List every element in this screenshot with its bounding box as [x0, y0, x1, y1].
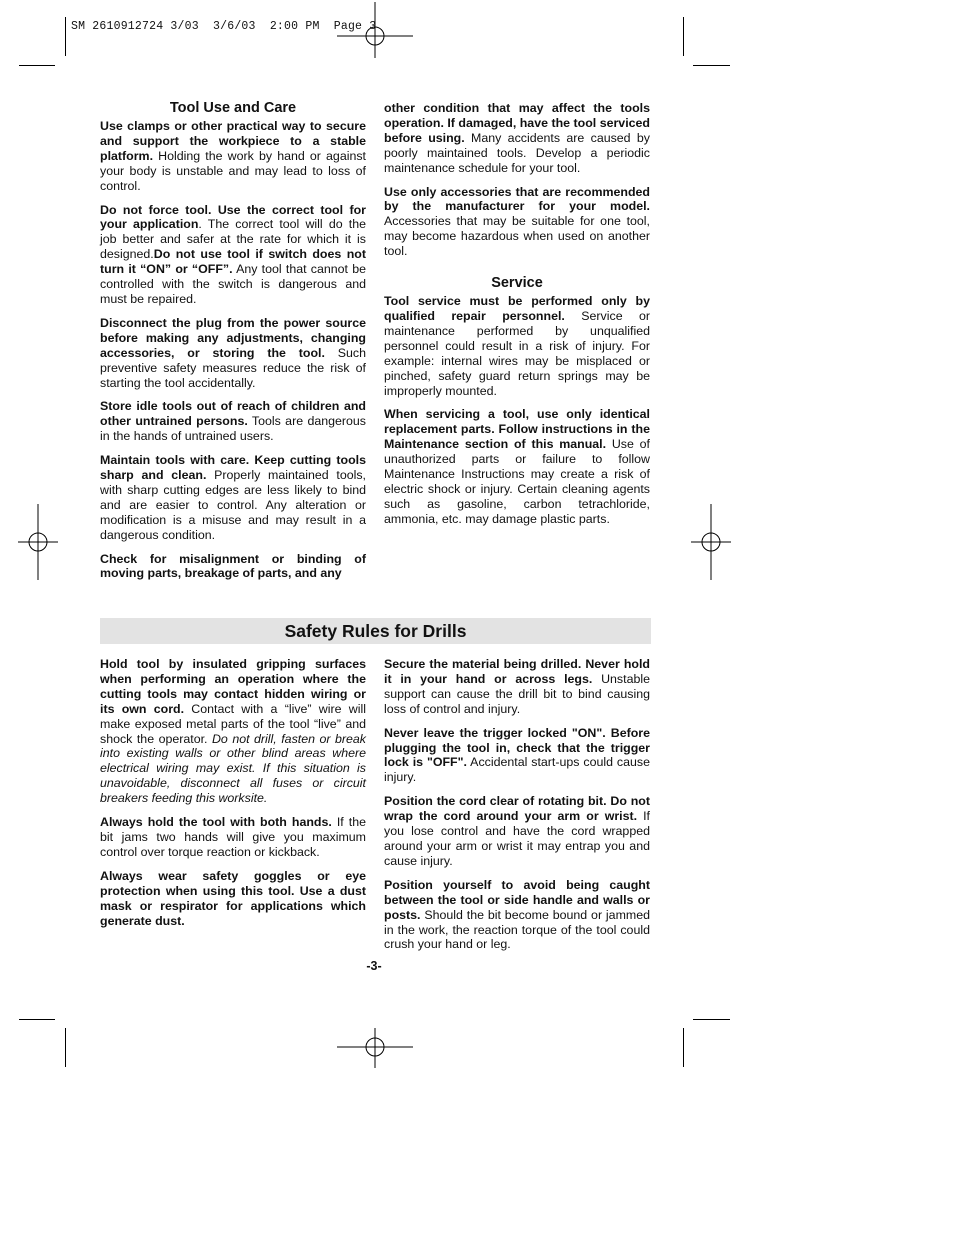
paragraph: Disconnect the plug from the power source before making any adjustments, changing accessories, or storing the tool. Such preventive safety measures reduce the risk of starting the tool accidentally.: [100, 315, 366, 390]
paragraph: Secure the material being drilled. Never hold it in your hand or across legs. Unstable support can cause the drill bit to bind causing loss of control and injury.: [384, 657, 650, 716]
paragraph: Use only accessories that are recommended by the manufacturer for your model. Accessories that may be suitable for one tool, may become hazardous when used on another tool.: [384, 184, 650, 259]
paragraph: Do not force tool. Use the correct tool for your application. The correct tool will do the job better and safer at the rate for which it is designed.Do not use tool if switch does not turn it “ON” or “OFF”. Any tool that cannot be controlled with the switch is dangerous and must be repaired.: [100, 202, 366, 306]
paragraph: Hold tool by insulated gripping surfaces when performing an operation where the cutting tools may contact hidden wiring or its own cord. Contact with a “live” wire will make exposed metal parts of the tool “live” and shock the operator. Do not drill, fasten or break into existing walls or other blind areas where electrical wiring may exist. If this situation is unavoidable, disconnect all fuses or circuit breakers feeding this worksite.: [100, 657, 366, 806]
paragraph: Position the cord clear of rotating bit. Do not wrap the cord around your arm or wrist. If you lose control and have the cord wrapped around your arm or wrist it may entrap you and cause injury.: [384, 794, 651, 868]
registration-mark-icon: [691, 504, 731, 580]
registration-mark-icon: [337, 1028, 413, 1068]
crop-mark: [65, 17, 66, 56]
crop-mark: [19, 1019, 55, 1020]
paragraph: Position yourself to avoid being caught between the tool or side handle and walls or posts. Should the bit become bound or jammed in the work, the reaction torque of the tool could crush your hand or leg.: [384, 877, 650, 952]
crop-mark: [65, 1028, 66, 1067]
paragraph: Use clamps or other practical way to secure and support the workpiece to a stable platform. Holding the work by hand or against your body is unstable and may lead to loss of control.: [100, 119, 366, 193]
left-column-top: [100, 100, 366, 590]
crop-mark: [693, 1019, 730, 1020]
printer-slug: SM 2610912724 3/03 3/6/03 2:00 PM Page 3: [71, 20, 377, 33]
section-heading-tool-use: Tool Use and Care: [169, 100, 297, 116]
paragraph: Always hold the tool with both hands. If the bit jams two hands will give you maximum control over torque reaction or kickback.: [100, 815, 366, 859]
paragraph: Maintain tools with care. Keep cutting tools sharp and clean. Properly maintained tools, with sharp cutting edges are less likely to bind and are easier to control. Any alteration or modification is a misuse and may result in a dangerous condition.: [100, 453, 366, 542]
registration-mark-icon: [337, 2, 413, 58]
right-column-top: [384, 101, 650, 536]
paragraph: other condition that may affect the tools operation. If damaged, have the tool serviced before using. Many accidents are caused by poorly maintained tools. Develop a periodic maintenance schedule for your tool.: [384, 101, 651, 175]
paragraph: Never leave the trigger locked "ON". Before plugging the tool in, check that the trigger lock is "OFF". Accidental start-ups could cause injury.: [384, 725, 650, 785]
crop-mark: [683, 1028, 684, 1067]
crop-mark: [683, 17, 684, 56]
paragraph: Always wear safety goggles or eye protection when using this tool. Use a dust mask or respirator for applications which generate dust.: [100, 868, 366, 928]
section-banner: Safety Rules for Drills: [100, 618, 651, 644]
paragraph: Check for misalignment or binding of moving parts, breakage of parts, and any: [100, 551, 366, 581]
page-number: -3-: [366, 959, 382, 973]
registration-mark-icon: [18, 504, 58, 580]
paragraph: When servicing a tool, use only identical replacement parts. Follow instructions in the Maintenance section of this manual. Use of unauthorized parts or failure to follow Maintenance Instructions may create a risk of electric shock or injury. Certain cleaning agents such as gasoline, carbon tetrachloride, ammonia, etc. may damage plastic parts.: [384, 407, 650, 526]
paragraph: Store idle tools out of reach of children and other untrained persons. Tools are dangerous in the hands of untrained users.: [100, 399, 367, 444]
right-column-bottom: [384, 657, 650, 961]
crop-mark: [19, 65, 55, 66]
paragraph: Tool service must be performed only by qualified repair personnel. Service or maintenance performed by unqualified personnel could result in a risk of injury. For example: internal wires may be misplaced or pinched, safety guard return springs may be improperly mounted.: [384, 294, 651, 398]
crop-mark: [693, 65, 730, 66]
left-column-bottom: [100, 657, 366, 937]
section-heading-service: Service: [491, 275, 543, 292]
